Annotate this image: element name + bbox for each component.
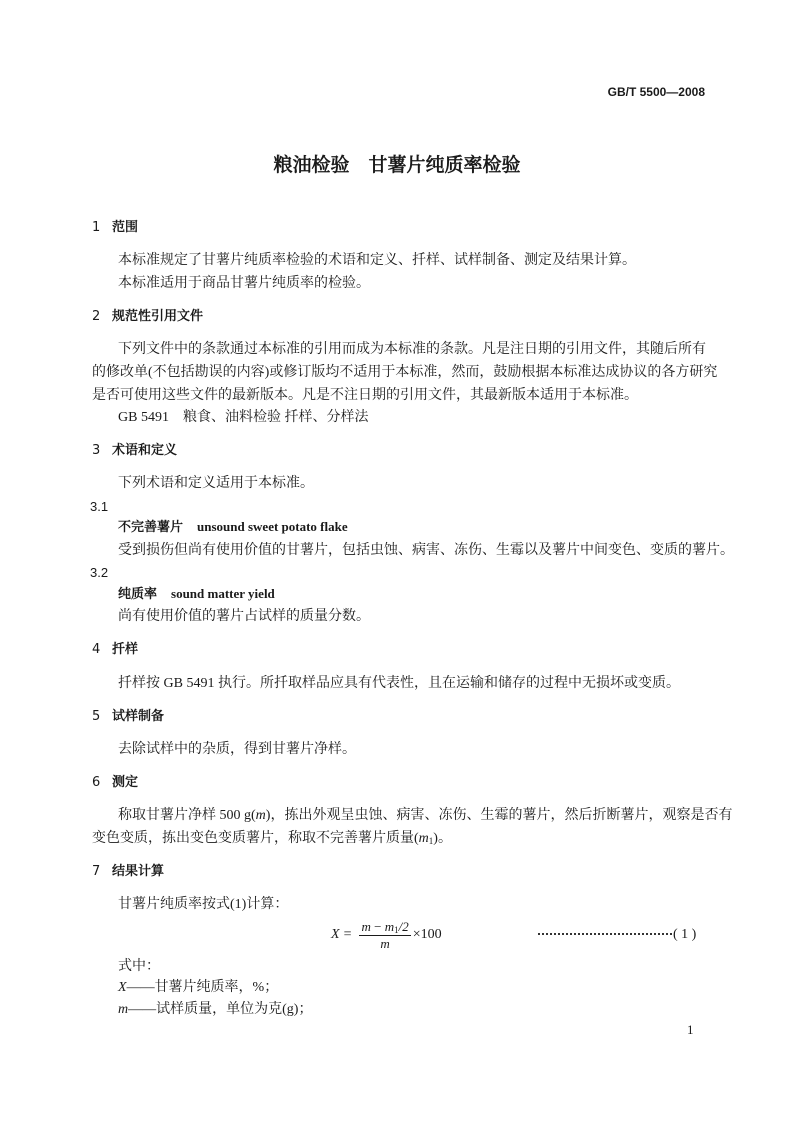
term-3-1-zh: 不完善薯片 — [118, 520, 184, 535]
section-4-heading: 扦样 — [112, 642, 139, 657]
where-label: 式中： — [118, 959, 160, 974]
equation-number: ( 1 ) — [673, 927, 697, 942]
determination-line-2-part-b: )。 — [433, 831, 452, 846]
formula-1 — [331, 917, 442, 953]
variable-x-desc: 甘薯片纯质率，%； — [154, 980, 279, 995]
term-3-1-title — [118, 517, 348, 538]
section-3-number: 3 — [92, 443, 101, 458]
section-1-number: 1 — [92, 220, 101, 235]
section-2-heading: 规范性引用文件 — [112, 309, 204, 324]
standard-number: GB/T 5500—2008 — [607, 85, 705, 99]
calculation-intro: 甘薯片纯质率按式(1)计算： — [118, 897, 289, 912]
formula-denominator: m — [380, 935, 390, 951]
scope-line-2: 本标准适用于商品甘薯片纯质率的检验。 — [118, 276, 370, 291]
variable-m-symbol: m — [118, 1002, 129, 1017]
determination-line-1-part-b: )，拣出外观呈虫蚀、病害、冻伤、生霉的薯片，然后折断薯片，观察是否有 — [265, 808, 733, 823]
section-2-number: 2 — [92, 309, 101, 324]
section-7-number: 7 — [92, 864, 101, 879]
term-3-2-en: sound matter yield — [171, 586, 275, 601]
variable-x-dash: —— — [126, 980, 155, 995]
formula-num-half: /2 — [398, 918, 409, 934]
section-3-heading: 术语和定义 — [112, 443, 178, 458]
mass-variable-m1-subscript: 1 — [428, 836, 434, 846]
terms-intro: 下列术语和定义适用于本标准。 — [118, 476, 314, 491]
formula-num-m1-subscript: 1 — [394, 924, 399, 935]
term-3-2-number: 3.2 — [90, 565, 109, 580]
sampling-text: 扦样按 GB 5491 执行。所扦取样品应具有代表性，且在运输和储存的过程中无损坏或变质。 — [118, 676, 680, 691]
reference-gb5491: GB 5491 粮食、油料检验 扦样、分样法 — [118, 410, 369, 425]
page-number: 1 — [687, 1022, 694, 1037]
term-3-2-definition: 尚有使用价值的薯片占试样的质量分数。 — [118, 609, 370, 624]
term-3-1-number: 3.1 — [90, 499, 109, 514]
determination-line-2-part-a: 变色变质，拣出变色变质薯片，称取不完善薯片质量( — [92, 831, 419, 846]
term-3-1-en: unsound sweet potato flake — [197, 519, 348, 534]
page-title: 粮油检验 甘薯片纯质率检验 — [273, 154, 521, 176]
section-1-heading: 范围 — [112, 220, 139, 235]
variable-m-definition — [118, 1000, 312, 1020]
section-4-number: 4 — [92, 642, 101, 657]
term-3-1-definition: 受到损伤但尚有使用价值的甘薯片，包括虫蚀、病害、冻伤、生霉以及薯片中间变色、变质的薯片。 — [118, 543, 734, 558]
determination-line-2 — [92, 829, 452, 849]
variable-x-definition — [118, 978, 278, 998]
term-3-2-title — [118, 584, 275, 605]
mass-variable-m1: m — [418, 831, 429, 846]
formula-times-100: ×100 — [412, 927, 442, 942]
formula-num-m1: m — [384, 918, 395, 934]
variable-m-dash: —— — [128, 1002, 157, 1017]
section-6-number: 6 — [92, 775, 101, 790]
variable-m-desc: 试样质量，单位为克(g)； — [156, 1002, 313, 1017]
section-5-heading: 试样制备 — [112, 709, 165, 724]
determination-line-1 — [118, 806, 733, 826]
section-5-number: 5 — [92, 709, 101, 724]
determination-line-1-part-a: 称取甘薯片净样 500 g( — [118, 808, 256, 823]
variable-x-symbol: X — [118, 980, 127, 995]
equation-leader — [538, 933, 672, 935]
references-line-3: 是否可使用这些文件的最新版本。凡是不注日期的引用文件，其最新版本适用于本标准。 — [92, 388, 638, 403]
references-line-2: 的修改单(不包括勘误的内容)或修订版均不适用于本标准，然而，鼓励根据本标准达成协议的各方研究 — [92, 365, 718, 380]
section-6-heading: 测定 — [112, 775, 139, 790]
term-3-2-zh: 纯质率 — [118, 587, 158, 602]
formula-fraction — [359, 919, 410, 952]
preparation-text: 去除试样中的杂质，得到甘薯片净样。 — [118, 742, 356, 757]
section-7-heading: 结果计算 — [112, 864, 165, 879]
scope-line-1: 本标准规定了甘薯片纯质率检验的术语和定义、扦样、试样制备、测定及结果计算。 — [118, 253, 636, 268]
mass-variable-m: m — [255, 808, 266, 823]
formula-num-m: m — [361, 918, 371, 934]
references-line-1: 下列文件中的条款通过本标准的引用而成为本标准的条款。凡是注日期的引用文件，其随后所有 — [118, 342, 706, 357]
formula-equals: = — [343, 927, 352, 942]
formula-num-minus: − — [370, 918, 385, 934]
formula-lhs: X — [331, 927, 340, 942]
formula-numerator — [359, 919, 410, 936]
